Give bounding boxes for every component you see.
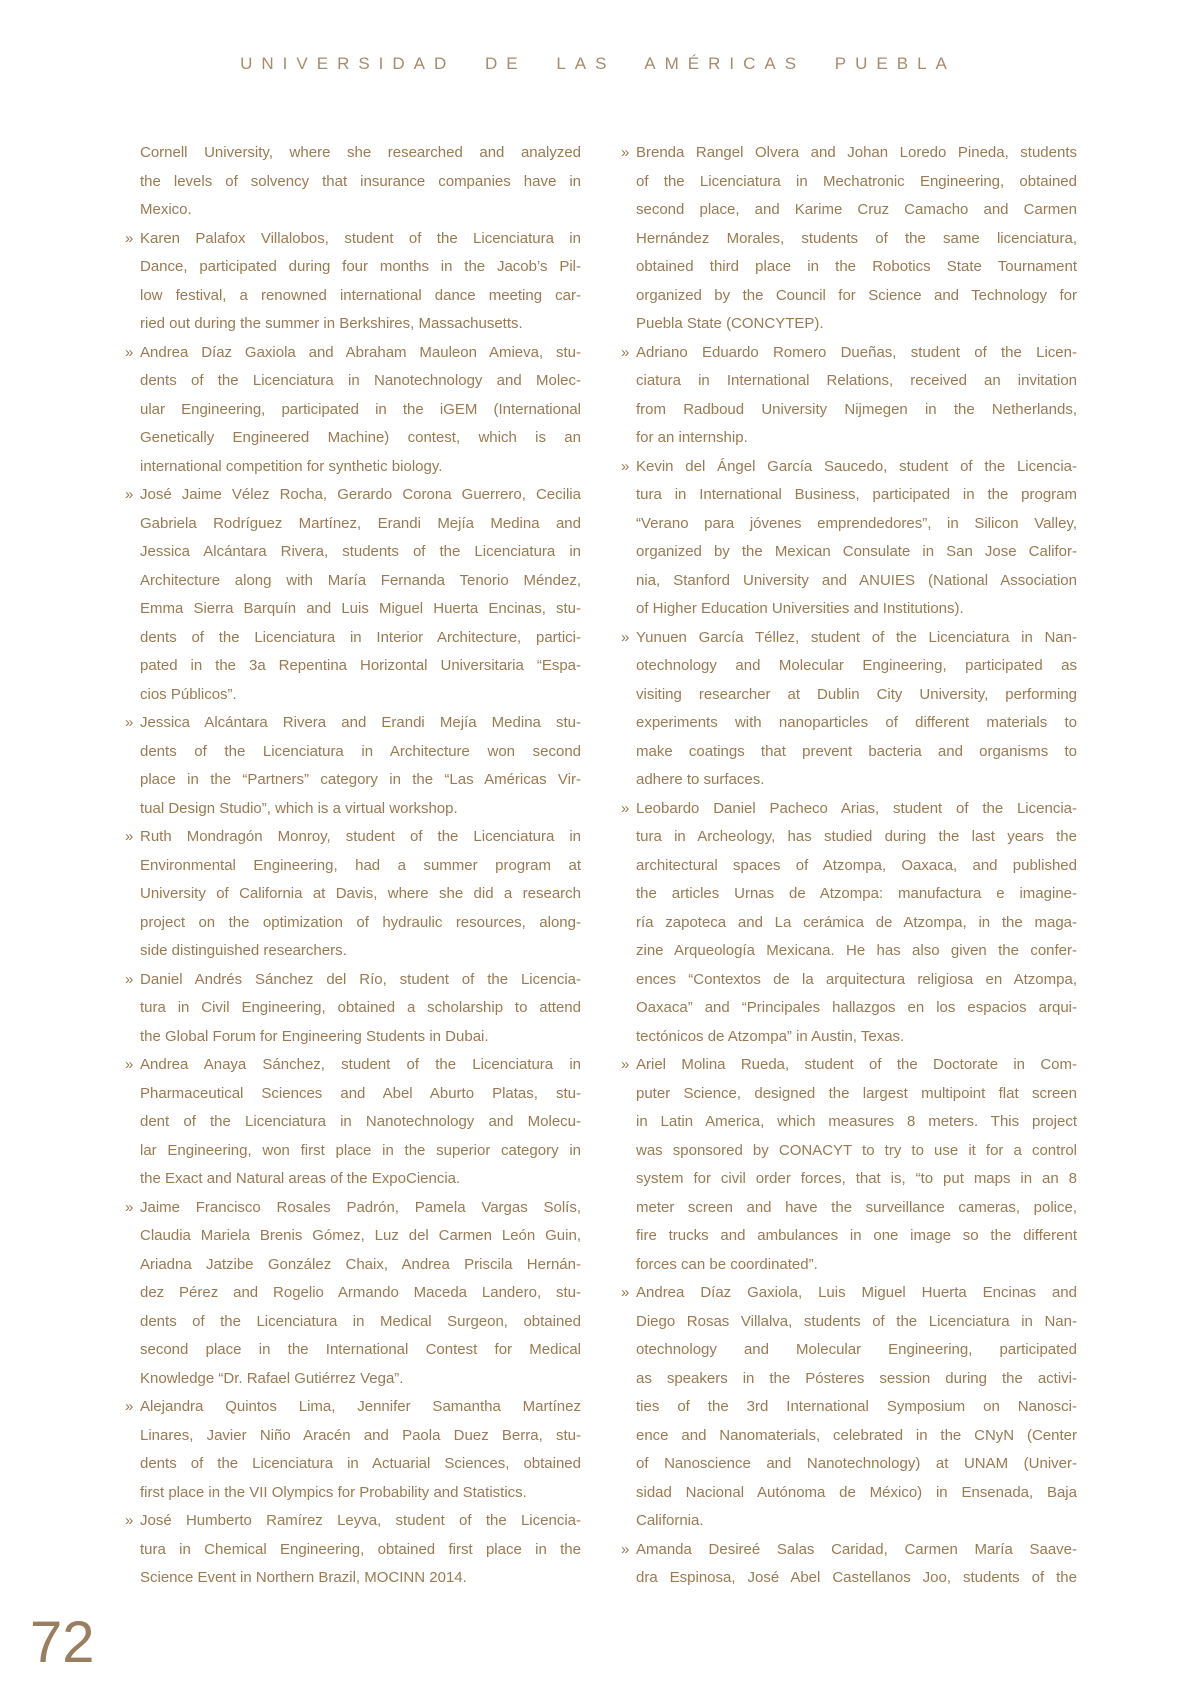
text-line: dez Pérez and Rogelio Armando Maceda Landero, stu- (140, 1284, 581, 1301)
text-line: the Exact and Natural areas of the ExpoCiencia. (140, 1170, 461, 1187)
text-line: dent of the Licenciatura in Nanotechnology and Molecu- (140, 1113, 581, 1130)
bullet-marker: » (125, 1512, 134, 1529)
list-item (621, 1536, 1077, 1593)
text-line: Architecture along with María Fernanda Tenorio Méndez, (140, 571, 581, 589)
text-line: tura in Archeology, has studied during the last years the (636, 828, 1077, 845)
text-line: international competition for synthetic biology. (140, 457, 443, 475)
list-item (621, 453, 1077, 624)
text-line: Ariadna Jatzibe González Chaix, Andrea Priscila Hernán- (140, 1255, 581, 1273)
page-number: 72 (30, 1610, 95, 1675)
text-line: dents of the Licenciatura in Interior Architecture, partici- (140, 628, 581, 646)
text-line: as speakers in the Pósteres session during the activi- (636, 1369, 1077, 1387)
text-line: puter Science, designed the largest multipoint flat screen (636, 1084, 1077, 1102)
text-line: of Nanoscience and Nanotechnology) at UNAM (Univer- (636, 1455, 1077, 1472)
text-line: was sponsored by CONACYT to try to use it for a control (636, 1141, 1077, 1159)
list-item (621, 139, 1077, 339)
bullet-marker: » (621, 799, 630, 817)
text-line: Alejandra Quintos Lima, Jennifer Samantha Martínez (140, 1398, 581, 1415)
text-line: ences “Contextos de la arquitectura religiosa en Atzompa, (636, 970, 1077, 988)
list-item (125, 1393, 581, 1507)
text-line: ties of the 3rd International Symposium on Nanosci- (636, 1398, 1077, 1415)
bullet-marker: » (621, 457, 630, 475)
text-line: project on the optimization of hydraulic resources, along- (140, 913, 581, 931)
text-line: the Global Forum for Engineering Students in Dubai. (140, 1027, 489, 1045)
text-line: Jessica Alcántara Rivera and Erandi Mejía Medina stu- (140, 714, 581, 731)
text-line: Leobardo Daniel Pacheco Arias, student of the Licencia- (636, 799, 1077, 817)
text-line: pated in the 3a Repentina Horizontal Universitaria “Espa- (140, 657, 581, 674)
text-line: dents of the Licenciatura in Architecture won second (140, 742, 581, 760)
text-line: otechnology and Molecular Engineering, participated (636, 1341, 1077, 1358)
list-item (621, 339, 1077, 453)
text-line: make coatings that prevent bacteria and organisms to (636, 742, 1077, 760)
list-item (125, 1507, 581, 1593)
text-line: Oaxaca” and “Principales hallazgos en los espacios arqui- (636, 999, 1077, 1016)
text-line: Amanda Desireé Salas Caridad, Carmen María Saave- (636, 1540, 1077, 1558)
text-line: adhere to surfaces. (636, 771, 765, 788)
bullet-marker: » (125, 714, 134, 731)
text-line: obtained third place in the Robotics State Tournament (636, 258, 1077, 275)
list-item (125, 225, 581, 339)
text-line: second place, and Karime Cruz Camacho and Carmen (636, 201, 1077, 218)
text-line: ciatura in International Relations, received an invitation (636, 372, 1077, 389)
text-line: ence and Nanomaterials, celebrated in the CNyN (Center (636, 1426, 1077, 1444)
text-line: dents of the Licenciatura in Medical Surgeon, obtained (140, 1312, 581, 1330)
text-line: Emma Sierra Barquín and Luis Miguel Huerta Encinas, stu- (140, 600, 581, 617)
text-line: tectónicos de Atzompa” in Austin, Texas. (636, 1027, 905, 1045)
text-line: architectural spaces of Atzompa, Oaxaca, and published (636, 856, 1077, 874)
text-line: Andrea Díaz Gaxiola, Luis Miguel Huerta Encinas and (636, 1284, 1077, 1301)
text-line: José Jaime Vélez Rocha, Gerardo Corona Guerrero, Cecilia (140, 486, 581, 503)
text-line: Environmental Engineering, had a summer program at (140, 856, 581, 874)
text-line: Claudia Mariela Brenis Gómez, Luz del Carmen León Guin, (140, 1227, 581, 1244)
text-line: Science Event in Northern Brazil, MOCINN 2014. (140, 1569, 467, 1586)
text-line: ried out during the summer in Berkshires, Massachusetts. (140, 315, 523, 332)
text-line: Kevin del Ángel García Saucedo, student of the Licencia- (636, 457, 1077, 475)
text-line: of the Licenciatura in Mechatronic Engineering, obtained (636, 172, 1077, 190)
list-item (621, 1051, 1077, 1279)
list-item (125, 139, 581, 225)
bullet-marker: » (621, 628, 630, 646)
text-line: Adriano Eduardo Romero Dueñas, student of the Licen- (636, 343, 1077, 361)
text-line: cios Públicos”. (140, 685, 237, 703)
text-line: Genetically Engineered Machine) contest, which is an (140, 429, 581, 446)
bullet-marker: » (125, 343, 134, 361)
text-line: side distinguished researchers. (140, 942, 347, 959)
text-line: Dance, participated during four months in the Jacob’s Pil- (140, 258, 581, 275)
text-line: first place in the VII Olympics for Probability and Statistics. (140, 1483, 527, 1501)
text-line: second place in the International Contest for Medical (140, 1341, 581, 1358)
text-line: the levels of solvency that insurance companies have in (140, 172, 581, 190)
bullet-marker: » (621, 343, 630, 361)
text-line: Puebla State (CONCYTEP). (636, 315, 824, 332)
text-line: Yunuen García Téllez, student of the Licenciatura in Nan- (636, 628, 1077, 646)
text-line: tura in International Business, participated in the program (636, 486, 1077, 503)
text-line: for an internship. (636, 429, 748, 446)
text-line: Jaime Francisco Rosales Padrón, Pamela Vargas Solís, (140, 1198, 581, 1216)
text-line: organized by the Council for Science and Technology for (636, 286, 1077, 304)
bullet-marker: » (125, 1398, 134, 1415)
text-line: Diego Rosas Villalva, students of the Licenciatura in Nan- (636, 1312, 1077, 1330)
text-line: dents of the Licenciatura in Actuarial Sciences, obtained (140, 1455, 581, 1472)
text-line: ular Engineering, participated in the iGEM (International (140, 400, 581, 418)
text-line: Ariel Molina Rueda, student of the Doctorate in Com- (636, 1056, 1077, 1073)
text-line: tura in Civil Engineering, obtained a scholarship to attend (140, 999, 581, 1016)
text-line: tura in Chemical Engineering, obtained first place in the (140, 1540, 581, 1558)
bullet-marker: » (621, 1056, 630, 1073)
text-column-right (621, 139, 1077, 1593)
text-line: forces can be coordinated”. (636, 1255, 818, 1273)
list-item (125, 1194, 581, 1394)
text-line: José Humberto Ramírez Leyva, student of the Licencia- (140, 1512, 581, 1529)
text-line: Jessica Alcántara Rivera, students of the Licenciatura in (140, 543, 581, 560)
text-line: Andrea Díaz Gaxiola and Abraham Mauleon Amieva, stu- (140, 343, 581, 361)
text-line: Gabriela Rodríguez Martínez, Erandi Mejía Medina and (140, 514, 581, 532)
bullet-marker: » (125, 828, 134, 845)
list-item (125, 1051, 581, 1194)
text-line: otechnology and Molecular Engineering, participated as (636, 657, 1077, 674)
text-line: zine Arqueología Mexicana. He has also given the confer- (636, 942, 1077, 959)
text-line: Knowledge “Dr. Rafael Gutiérrez Vega”. (140, 1369, 404, 1387)
text-column-left (125, 139, 581, 1593)
text-line: low festival, a renowned international dance meeting car- (140, 286, 581, 304)
bullet-marker: » (125, 970, 134, 988)
text-line: organized by the Mexican Consulate in San Jose Califor- (636, 543, 1077, 560)
list-item (125, 481, 581, 709)
page-header: UNIVERSIDAD DE LAS AMÉRICAS PUEBLA (240, 54, 956, 73)
bullet-marker: » (621, 144, 630, 161)
list-item (125, 823, 581, 966)
text-line: California. (636, 1512, 704, 1529)
text-line: Karen Palafox Villalobos, student of the Licenciatura in (140, 229, 581, 247)
list-item (125, 709, 581, 823)
text-line: Brenda Rangel Olvera and Johan Loredo Pineda, students (636, 144, 1077, 161)
text-line: of Higher Education Universities and Institutions). (636, 600, 964, 617)
bullet-marker: » (125, 486, 134, 503)
bullet-marker: » (621, 1540, 630, 1558)
text-line: place in the “Partners” category in the “Las Américas Vir- (140, 771, 581, 788)
text-line: Cornell University, where she researched and analyzed (140, 144, 581, 161)
text-line: lar Engineering, won first place in the superior category in (140, 1141, 581, 1159)
text-line: Mexico. (140, 201, 192, 218)
text-line: dents of the Licenciatura in Nanotechnology and Molec- (140, 372, 581, 389)
text-line: Hernández Morales, students of the same licenciatura, (636, 229, 1077, 247)
text-line: system for civil order forces, that is, “to put maps in an 8 (636, 1170, 1077, 1187)
text-line: in Latin America, which measures 8 meters. This project (636, 1113, 1077, 1130)
text-line: Daniel Andrés Sánchez del Río, student of the Licencia- (140, 970, 581, 988)
text-line: Ruth Mondragón Monroy, student of the Licenciatura in (140, 828, 581, 845)
text-line: experiments with nanoparticles of different materials to (636, 714, 1077, 731)
list-item (125, 966, 581, 1052)
text-line: Linares, Javier Niño Aracén and Paola Duez Berra, stu- (140, 1426, 581, 1444)
text-line: dra Espinosa, José Abel Castellanos Joo, students of the (636, 1569, 1077, 1586)
list-item (621, 1279, 1077, 1536)
list-item (621, 624, 1077, 795)
text-line: ría zapoteca and La cerámica de Atzompa, in the maga- (636, 913, 1077, 931)
text-line: the articles Urnas de Atzompa: manufactura e imagine- (636, 885, 1077, 902)
list-item (125, 339, 581, 482)
bullet-marker: » (621, 1284, 630, 1301)
text-line: nia, Stanford University and ANUIES (National Association (636, 571, 1077, 589)
text-line: sidad Nacional Autónoma de México) in Ensenada, Baja (636, 1483, 1077, 1501)
text-line: Andrea Anaya Sánchez, student of the Licenciatura in (140, 1056, 581, 1073)
text-line: Pharmaceutical Sciences and Abel Aburto Platas, stu- (140, 1084, 581, 1102)
bullet-marker: » (125, 1198, 134, 1216)
text-line: “Verano para jóvenes emprendedores”, in Silicon Valley, (636, 514, 1077, 532)
text-line: fire trucks and ambulances in one image so the different (636, 1227, 1077, 1244)
text-line: from Radboud University Nijmegen in the Netherlands, (636, 400, 1077, 418)
text-line: visiting researcher at Dublin City University, performing (636, 685, 1077, 703)
list-item (621, 795, 1077, 1052)
bullet-marker: » (125, 1056, 134, 1073)
bullet-marker: » (125, 229, 134, 247)
text-line: meter screen and have the surveillance cameras, police, (636, 1198, 1077, 1216)
text-line: University of California at Davis, where she did a research (140, 885, 581, 902)
text-line: tual Design Studio”, which is a virtual workshop. (140, 799, 458, 817)
